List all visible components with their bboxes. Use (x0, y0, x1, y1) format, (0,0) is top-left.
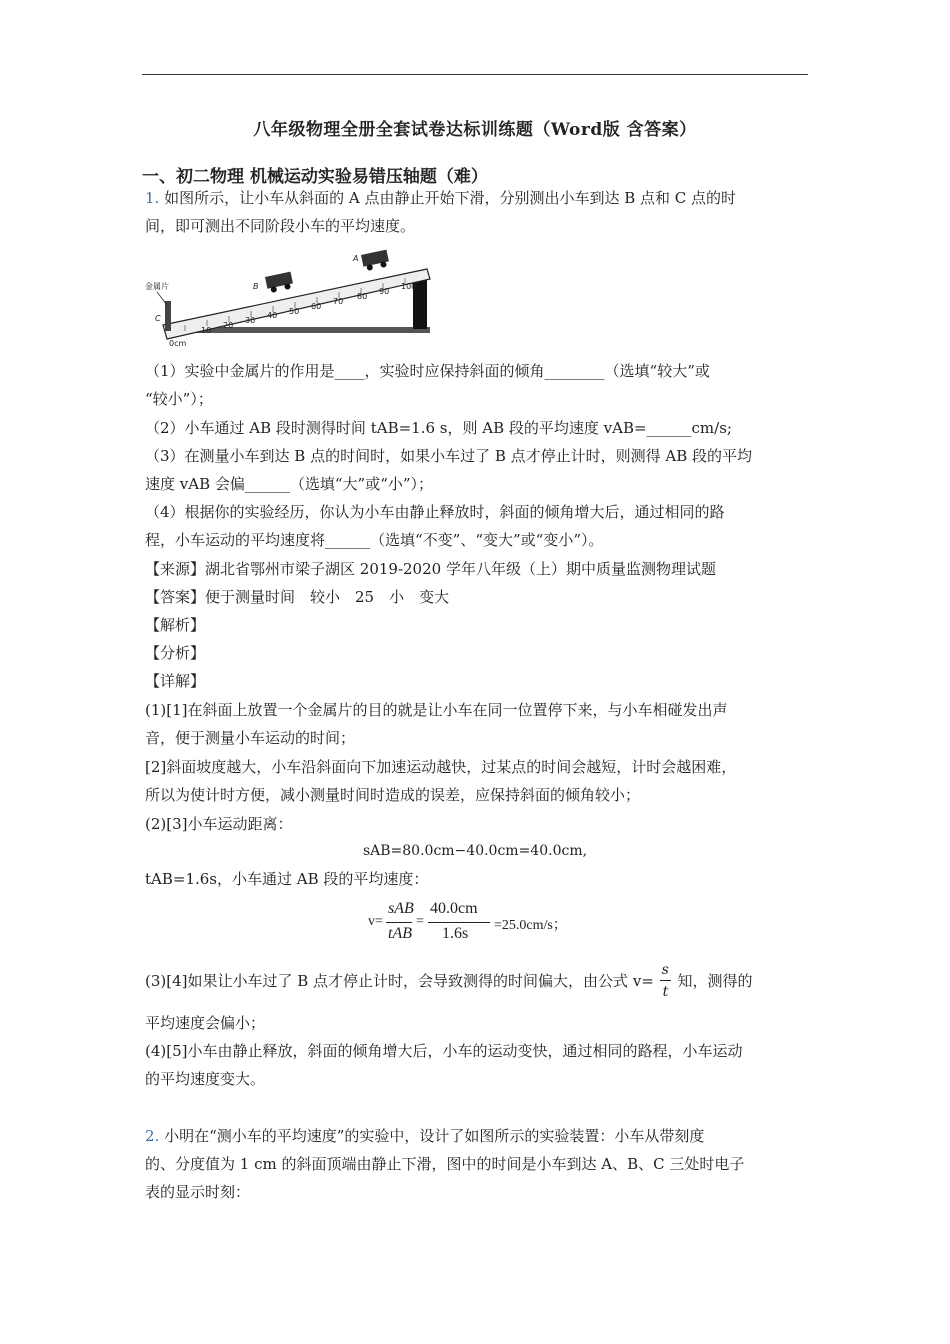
q1-explain-2b: 所以为使计时方便，减小测量时间时造成的误差，应保持斜面的倾角较小； (145, 786, 641, 804)
q1-explain-5a-tail: 知，测得的 (677, 972, 753, 990)
inline-fraction (659, 962, 673, 1000)
figure-tick-label: 60 (311, 302, 322, 311)
figure-tick-label: 20 (223, 321, 234, 330)
formula-result: =25.0cm/s； (494, 918, 567, 933)
q2-number: 2. (145, 1127, 160, 1145)
figure-tick-label: 10 (201, 326, 212, 335)
figure-tick-label: 80 (357, 292, 368, 301)
figure-point-a-label: A (353, 254, 359, 263)
formula-bar-2 (428, 922, 490, 923)
q2-stem-line-1 (145, 1126, 704, 1146)
incline-figure (145, 247, 435, 352)
formula-bar-1 (386, 922, 412, 923)
header-rule (142, 74, 808, 75)
inline-frac-den: t (662, 984, 669, 1000)
q1-part1-line-1: （1）实验中金属片的作用是____，实验时应保持斜面的倾角________（选填“较大”或 (145, 362, 710, 380)
q1-explain-5a (145, 962, 753, 1000)
q1-explain-6a: (4)[5]小车由静止释放，斜面的倾角增大后，小车的运动变快，通过相同的路程，小车运动 (145, 1042, 743, 1060)
figure-tick-label: 50 (289, 307, 300, 316)
q1-part3-line-2: 速度 vAB 会偏______（选填“大”或“小”）； (145, 475, 434, 493)
q1-explain-5b: 平均速度会偏小； (145, 1014, 266, 1032)
figure-point-b-label: B (253, 282, 259, 291)
formula-distance: sAB=80.0cm−40.0cm=40.0cm, (362, 843, 588, 859)
figure-cart-a (361, 250, 390, 272)
figure-tick-label: 40 (267, 311, 278, 320)
q1-number: 1. (145, 189, 160, 207)
section-heading: 一、初二物理 机械运动实验易错压轴题（难） (142, 167, 488, 187)
q2-stem-text-1: 小明在“测小车的平均速度”的实验中，设计了如图所示的实验装置：小车从带刻度 (164, 1127, 705, 1145)
q1-part2: （2）小车通过 AB 段时测得时间 tAB=1.6 s，则 AB 段的平均速度 vAB=______cm/s; (145, 419, 732, 437)
q1-explain-1a: (1)[1]在斜面上放置一个金属片的目的就是让小车在同一位置停下来，与小车相碰发出声 (145, 701, 728, 719)
figure-point-c-label: C (155, 314, 161, 323)
q2-stem-line-3: 表的显示时刻： (145, 1183, 251, 1201)
document-title: 八年级物理全册全套试卷达标训练题（Word版 含答案） (253, 120, 697, 140)
figure-tick-label: 90 (379, 287, 390, 296)
figure-tick-label: 70 (333, 297, 344, 306)
formula-equals: = (416, 914, 424, 929)
q1-stem-line-1 (145, 188, 736, 208)
formula-num-value: 40.0cm (430, 900, 478, 917)
q1-jiexi-label: 【解析】 (145, 616, 206, 634)
q1-part4-line-2: 程，小车运动的平均速度将______（选填“不变”、“变大”或“变小”）。 (145, 531, 604, 549)
q2-stem-line-2: 的、分度值为 1 cm 的斜面顶端由静止下滑，图中的时间是小车到达 A、B、C 三处时电子 (145, 1155, 745, 1173)
figure-metal-label: 金属片 (145, 282, 169, 291)
q1-fenxi-label: 【分析】 (145, 644, 206, 662)
q1-explain-5a-text: (3)[4]如果让小车过了 B 点才停止计时，会导致测得的时间偏大，由公式 v= (145, 972, 654, 990)
formula-den-symbol: tAB (388, 925, 412, 942)
q1-stem-text-1: 如图所示，让小车从斜面的 A 点由静止开始下滑，分别测出小车到达 B 点和 C 点的时 (164, 189, 737, 207)
q1-explain-4: tAB=1.6s，小车通过 AB 段的平均速度： (145, 870, 429, 888)
figure-tick-label: 30 (245, 316, 256, 325)
q1-explain-1b: 音，便于测量小车运动的时间； (145, 729, 356, 747)
q1-explain-2a: [2]斜面坡度越大，小车沿斜面向下加速运动越快，过某点的时间会越短，计时会越困难， (145, 758, 737, 776)
q1-part3-line-1: （3）在测量小车到达 B 点的时间时，如果小车过了 B 点才停止计时，则测得 AB 段的平均 (145, 447, 753, 465)
figure-tick-label: 100 (401, 282, 417, 291)
formula-v-eq: v= (368, 914, 383, 929)
q1-answer: 【答案】便于测量时间 较小 25 小 变大 (145, 588, 450, 606)
q1-part4-line-1: （4）根据你的实验经历，你认为小车由静止释放时，斜面的倾角增大后，通过相同的路 (145, 503, 725, 521)
q1-stem-line-2: 间，即可测出不同阶段小车的平均速度。 (145, 217, 416, 235)
q1-explain-3: (2)[3]小车运动距离： (145, 815, 293, 833)
inline-frac-bar (660, 980, 671, 981)
figure-cart-b (265, 272, 294, 294)
q1-xiangjie-label: 【详解】 (145, 672, 206, 690)
formula-den-value: 1.6s (442, 925, 469, 942)
q1-explain-6b: 的平均速度变大。 (145, 1070, 266, 1088)
q1-source: 【来源】湖北省鄂州市梁子湖区 2019-2020 学年八年级（上）期中质量监测物理试题 (145, 560, 716, 578)
formula-num-symbol: sAB (388, 900, 414, 917)
formula-velocity (368, 898, 608, 950)
figure-metal-plate (165, 301, 171, 331)
inline-frac-num: s (661, 962, 669, 978)
figure-zero-label: 0cm (169, 339, 187, 348)
q1-part1-line-2: “较小”）； (145, 390, 213, 408)
